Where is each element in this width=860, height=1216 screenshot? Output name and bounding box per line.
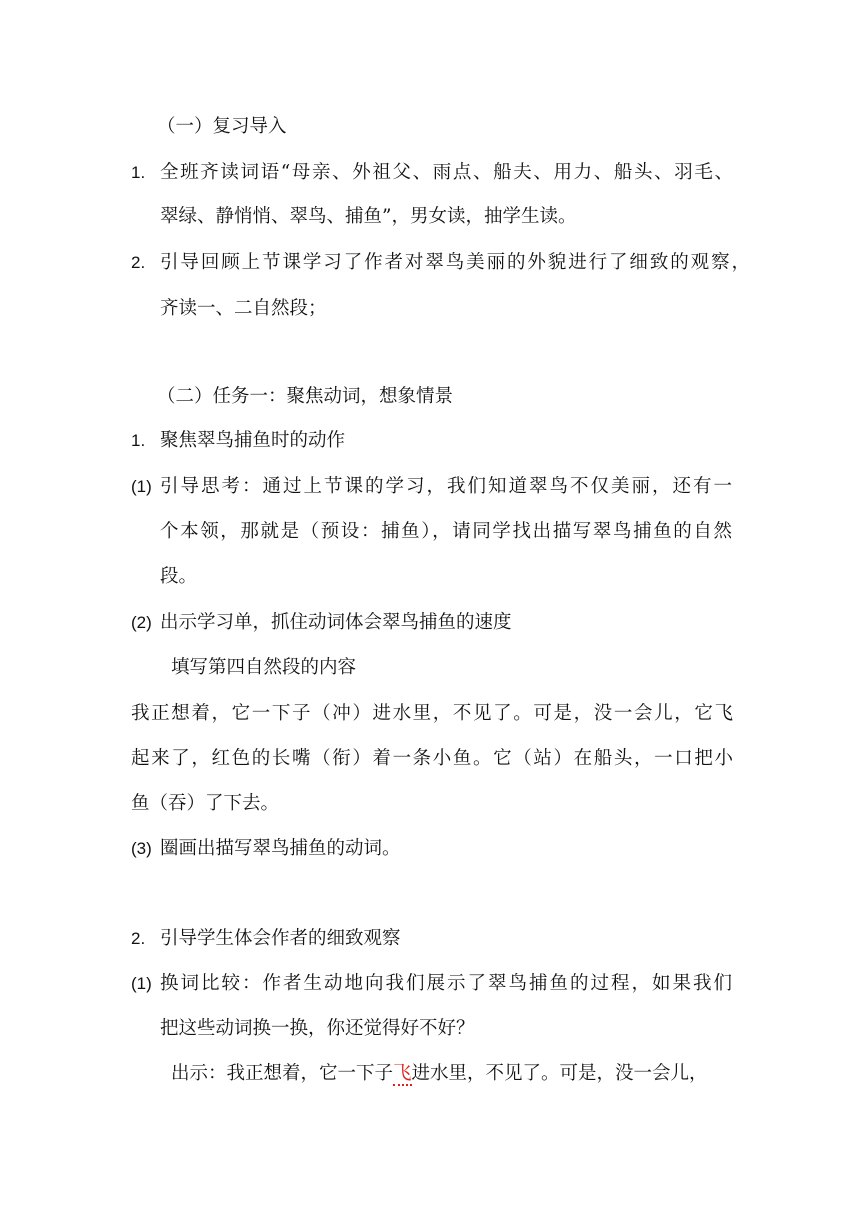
section-heading: （二）任务一：聚焦动词，想象情景 <box>157 386 454 407</box>
sub-list-item: (1) 换词比较：作者生动地向我们展示了翠鸟捕鱼的过程，如果我们 <box>131 973 732 994</box>
worksheet-text: 我正想着，它一下子（冲）进水里，不见了。可是，没一会儿，它飞 <box>131 703 733 724</box>
list-item-continuation: 齐读一、二自然段； <box>160 298 327 319</box>
sub-list-item: (2) 出示学习单，抓住动词体会翠鸟捕鱼的速度 <box>131 612 512 633</box>
sub-list-item: (1) 引导思考：通过上节课的学习，我们知道翠鸟不仅美丽，还有一 <box>131 476 732 497</box>
worksheet-title: 填写第四自然段的内容 <box>171 657 357 678</box>
list-item-continuation: 翠绿、静悄悄、翠鸟、捕鱼”，男女读，抽学生读。 <box>160 206 577 227</box>
list-item: 2. 引导学生体会作者的细致观察 <box>131 928 401 949</box>
section-heading: （一）复习导入 <box>157 116 287 137</box>
example-text-after: 进水里，不见了。可是，没一会儿， <box>411 1063 708 1084</box>
list-item: 2. 引导回顾上节课学习了作者对翠鸟美丽的外貌进行了细致的观察， <box>131 252 750 273</box>
list-item: 1. 聚焦翠鸟捕鱼时的动作 <box>131 430 346 451</box>
worksheet-text: 鱼（吞）了下去。 <box>131 793 280 814</box>
sub-list-item-continuation: 个本领，那就是（预设：捕鱼），请同学找出描写翠鸟捕鱼的自然 <box>160 521 732 542</box>
example-text-before: 出示：我正想着，它一下子 <box>171 1063 394 1084</box>
list-item: 1. 全班齐读词语“母亲、外祖父、雨点、船夫、用力、船头、羽毛、 <box>131 162 733 183</box>
worksheet-text: 起来了，红色的长嘴（衔）着一条小鱼。它（站）在船头，一口把小 <box>131 748 733 769</box>
sub-list-item-continuation: 段。 <box>160 566 198 587</box>
sub-list-item-continuation: 把这些动词换一换，你还觉得好不好？ <box>160 1018 475 1039</box>
example-text <box>0 1059 860 1089</box>
highlighted-word: 飞 <box>393 1063 412 1084</box>
sub-list-item: (3) 圈画出描写翠鸟捕鱼的动词。 <box>131 838 401 859</box>
